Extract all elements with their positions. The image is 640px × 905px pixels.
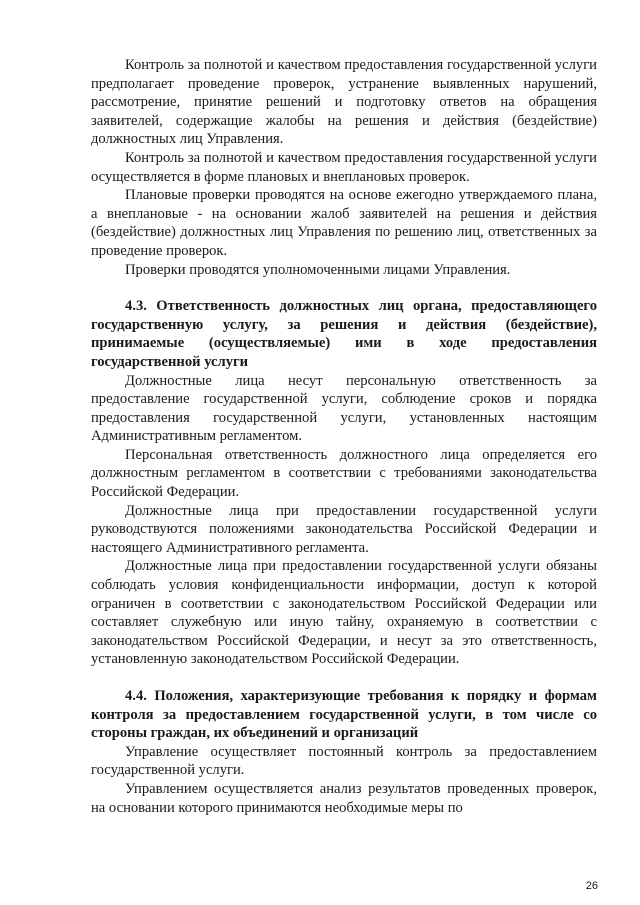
- section-heading-4-4: 4.4. Положения, характеризующие требования к порядку и формам контроля за предоставлением государственной услуги, в том числе со стороны граждан, их объединений и организаций: [91, 688, 597, 742]
- section-heading-4-3: 4.3. Ответственность должностных лиц органа, предоставляющего государственную услугу, за решения и действия (бездействие), принимаемые (осуществляемые) ими в ходе предоставления государственной услуги: [91, 298, 597, 370]
- paragraph: Управление осуществляет постоянный контроль за предоставлением государственной услуги.: [91, 743, 597, 779]
- document-page: [91, 56, 597, 817]
- paragraph: Управлением осуществляется анализ результатов проведенных проверок, на основании которого принимаются необходимые меры по: [91, 780, 597, 816]
- page-number: 26: [585, 880, 598, 892]
- paragraph: Плановые проверки проводятся на основе ежегодно утверждаемого плана, а внеплановые - на основании жалоб заявителей на решения и действия (бездействие) должностных лиц Управления по решению лиц, ответственных за проведение проверок.: [91, 187, 597, 259]
- paragraph: Контроль за полнотой и качеством предоставления государственной услуги осуществляется в форме плановых и внеплановых проверок.: [91, 149, 597, 185]
- paragraph: Контроль за полнотой и качеством предоставления государственной услуги предполагает проведение проверок, устранение выявленных нарушений, рассмотрение, принятие решений и подготовку ответов на обращения заявителей, содержащие жалобы на решения и действия (бездействие) должностных лиц Управления.: [91, 57, 597, 148]
- paragraph: Должностные лица при предоставлении государственной услуги обязаны соблюдать условия конфиденциальности информации, доступ к которой ограничен в соответствии с законодательством Российской Федерации или составляет служебную или иную тайну, охраняемую в соответствии с законодательством Российской Федерации, и несут за это ответственность, установленную законодательством Российской Федерации.: [91, 558, 597, 668]
- paragraph: Проверки проводятся уполномоченными лицами Управления.: [125, 261, 511, 278]
- paragraph: Должностные лица несут персональную ответственность за предоставление государственной услуги, соблюдение сроков и порядка предоставления государственной услуги, установленных настоящим Административным регламентом.: [91, 372, 597, 445]
- paragraph: Должностные лица при предоставлении государственной услуги руководствуются положениями законодательства Российской Федерации и настоящего Административного регламента.: [91, 502, 597, 556]
- paragraph: Персональная ответственность должностного лица определяется его должностным регламентом в соответствии с требованиями законодательства Российской Федерации.: [91, 446, 597, 501]
